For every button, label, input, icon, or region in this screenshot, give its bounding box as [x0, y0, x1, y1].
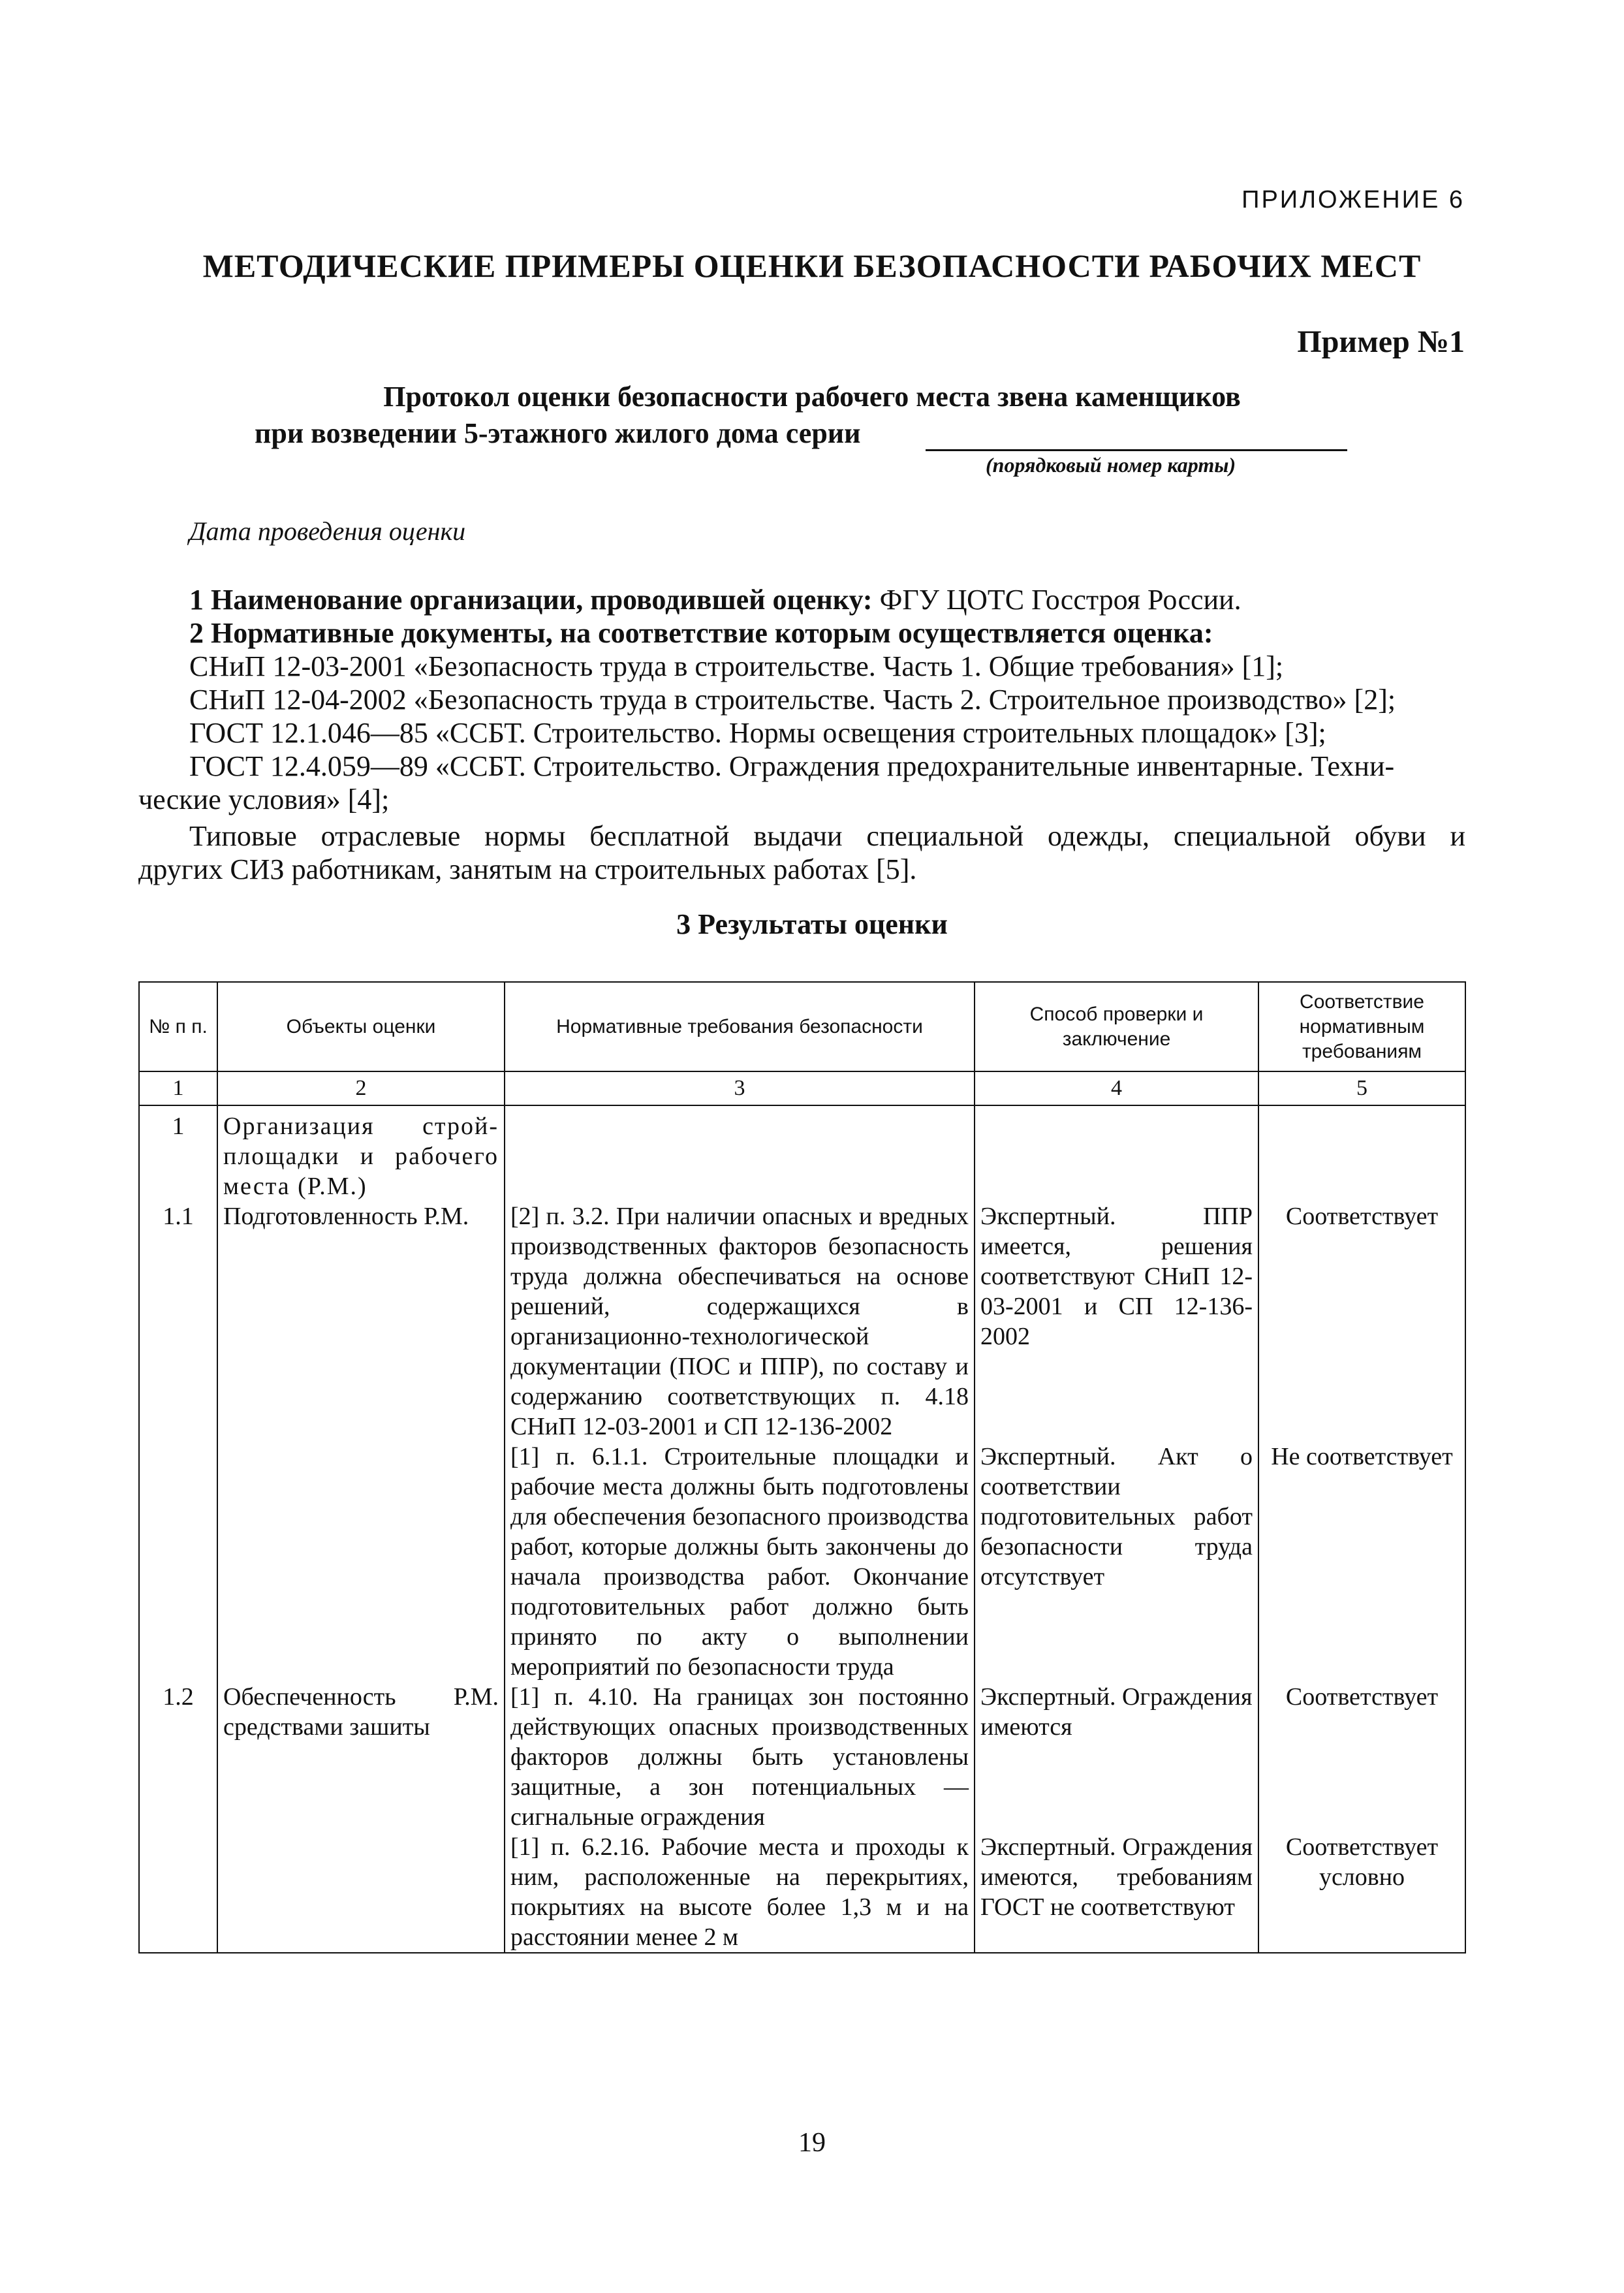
results-table — [138, 981, 1466, 1953]
table-row — [139, 1832, 1465, 1953]
doc-item-4-cont: ческие условия» [4]; — [138, 783, 390, 815]
col-number: 1 — [139, 1071, 217, 1105]
row-compliance: Соответствует — [1258, 1682, 1465, 1832]
table-row — [139, 1442, 1465, 1682]
row-number: 1.2 — [139, 1682, 217, 1832]
page-title: МЕТОДИЧЕСКИЕ ПРИМЕРЫ ОЦЕНКИ БЕЗОПАСНОСТИ РАБОЧИХ МЕСТ — [202, 247, 1422, 284]
doc-item-5: Типовые отраслевые нормы бесплатной выдачи специальной одежды, специальной обуви и — [189, 820, 1465, 852]
table-row — [139, 1201, 1465, 1442]
page-number: 19 — [798, 2128, 826, 2158]
row-requirement: [2] п. 3.2. При наличии опасных и вредных производственных факторов безопасность труда должна обеспечиваться на основе решений, содержащихся в организационно-технологической документации (ПОС и ППР), по составу и содержанию соответствующих п. 4.18 СНиП 12-03-2001 и СП 12-136-2002 — [505, 1201, 975, 1442]
col-number: 3 — [505, 1071, 975, 1105]
row-compliance: Не соответствует — [1258, 1442, 1465, 1682]
header-number: № п п. — [139, 982, 217, 1071]
results-title: 3 Результаты оценки — [676, 908, 948, 940]
row-requirement: [1] п. 6.1.1. Строительные площадки и рабочие места должны быть подготовлены для обеспечения безопасного производства работ, которые должны быть закончены до начала производства работ. Окончание подготовительных работ должно быть принято по акту о выполнении мероприятий по безопасности труда — [505, 1442, 975, 1682]
protocol-title-line1: Протокол оценки безопасности рабочего места звена каменщиков — [383, 381, 1241, 413]
doc-item-1: СНиП 12-03-2001 «Безопасность труда в строительстве. Часть 1. Общие требования» [1]; — [189, 650, 1284, 682]
example-label: Пример №1 — [1297, 324, 1465, 359]
column-number-row — [139, 1071, 1465, 1105]
col-number: 5 — [1258, 1071, 1465, 1105]
row-requirement: [1] п. 6.2.16. Рабочие места и проходы к ним, расположенные на перекрытиях, покрытиях на высоте более 1,3 м и на расстоянии менее 2 м — [505, 1832, 975, 1953]
doc-item-3: ГОСТ 12.1.046—85 «ССБТ. Строительство. Нормы освещения строительных площадок» [3]; — [189, 717, 1326, 749]
row-method: Экспертный. Ограждения имеются — [975, 1682, 1258, 1832]
header-requirements: Нормативные требования безопасности — [505, 982, 975, 1071]
row-object — [217, 1442, 505, 1682]
row-object: Организация строй-площадки и рабочего места (Р.М.) — [217, 1105, 505, 1201]
doc-item-2: СНиП 12-04-2002 «Безопасность труда в строительстве. Часть 2. Строительное производство» [2]; — [189, 684, 1396, 716]
protocol-title-line2: при возведении 5-этажного жилого дома серии — [255, 417, 861, 449]
table-row — [139, 1105, 1465, 1201]
row-compliance: Соответствует условно — [1258, 1832, 1465, 1953]
table-row — [139, 1682, 1465, 1832]
row-compliance — [1258, 1105, 1465, 1201]
row-object: Обеспеченность Р.М. средствами зашиты — [217, 1682, 505, 1832]
card-number-note: (порядковый номер карты) — [986, 453, 1236, 477]
assessment-date-label: Дата проведения оценки — [189, 516, 466, 546]
row-number — [139, 1832, 217, 1953]
row-method: Экспертный. Акт о соответствии подготовительных работ безопасности труда отсутствует — [975, 1442, 1258, 1682]
section-2 — [189, 616, 1213, 650]
series-blank-line — [926, 449, 1347, 451]
row-requirement: [1] п. 4.10. На границах зон постоянно действующих опасных производственных факторов должны быть установлены защитные, а зон потенциальных — сигнальные ограждения — [505, 1682, 975, 1832]
row-compliance: Соответствует — [1258, 1201, 1465, 1442]
doc-item-5-cont: других СИЗ работникам, занятым на строительных работах [5]. — [138, 853, 917, 885]
header-compliance: Соответствие нормативным требованиям — [1258, 982, 1465, 1071]
section-2-label: 2 Нормативные документы, на соответствие которым осуществляется оценка: — [189, 617, 1213, 649]
col-number: 2 — [217, 1071, 505, 1105]
row-method: Экспертный. ППР имеется, решения соответствуют СНиП 12-03-2001 и СП 12-136-2002 — [975, 1201, 1258, 1442]
row-requirement — [505, 1105, 975, 1201]
row-number: 1.1 — [139, 1201, 217, 1442]
row-method — [975, 1105, 1258, 1201]
section-1 — [189, 583, 1241, 616]
col-number: 4 — [975, 1071, 1258, 1105]
section-1-value: ФГУ ЦОТС Госстроя России. — [879, 584, 1241, 616]
doc-item-4: ГОСТ 12.4.059—89 «ССБТ. Строительство. Ограждения предохранительные инвентарные. Техни- — [189, 750, 1395, 782]
row-method: Экспертный. Ограждения имеются, требованиям ГОСТ не соответствуют — [975, 1832, 1258, 1953]
table-header-row — [139, 982, 1465, 1071]
section-1-label: 1 Наименование организации, проводившей оценку: — [189, 584, 873, 616]
header-method: Способ проверки и заключение — [975, 982, 1258, 1071]
appendix-label: ПРИЛОЖЕНИЕ 6 — [1241, 186, 1465, 213]
row-number: 1 — [139, 1105, 217, 1201]
row-number — [139, 1442, 217, 1682]
row-object — [217, 1832, 505, 1953]
header-objects: Объекты оценки — [217, 982, 505, 1071]
row-object: Подготовленность Р.М. — [217, 1201, 505, 1442]
